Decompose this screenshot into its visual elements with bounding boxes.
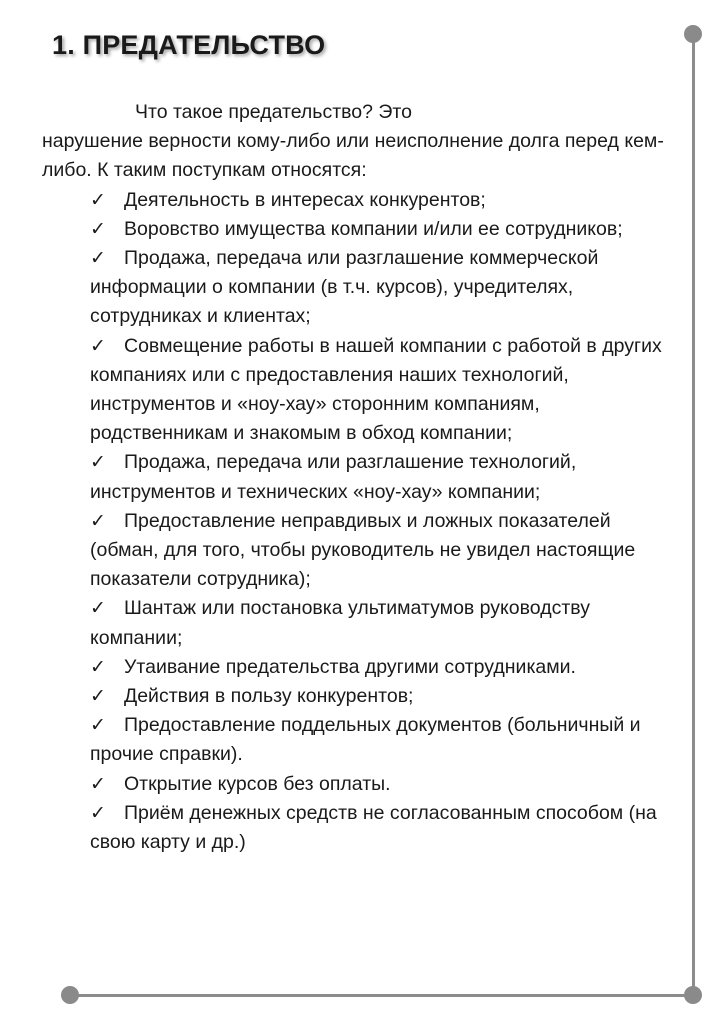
list-item: ✓ Предоставление поддельных документов (больничный и прочие справки).	[90, 711, 682, 769]
checkmark-icon: ✓	[90, 656, 106, 678]
checkmark-icon: ✓	[90, 248, 106, 270]
frame-dot-bottom-left	[61, 986, 79, 1004]
list-item: ✓ Продажа, передача или разглашение коммерческой информации о компании (в т.ч. курсов), учредителях, сотрудниках и клиентах;	[90, 244, 682, 332]
checkmark-icon: ✓	[90, 218, 106, 240]
checkmark-icon: ✓	[90, 598, 106, 620]
list-item: ✓ Шантаж или постановка ультиматумов руководству компании;	[90, 594, 682, 652]
list-item: ✓ Утаивание предательства другими сотрудниками.	[90, 653, 682, 682]
list-item: ✓ Воровство имущества компании и/или ее сотрудников;	[90, 215, 682, 244]
intro-line-1: Что такое предательство? Это	[135, 101, 412, 123]
checkmark-icon: ✓	[90, 686, 106, 708]
document-body	[42, 98, 682, 857]
frame-dot-top-right	[684, 25, 702, 43]
page-title: 1. ПРЕДАТЕЛЬСТВО	[52, 30, 326, 60]
frame-bottom-line	[70, 994, 692, 997]
checkmark-icon: ✓	[90, 335, 106, 357]
list-item: ✓ Деятельность в интересах конкурентов;	[90, 186, 682, 215]
frame-dot-bottom-right	[684, 986, 702, 1004]
list-item: ✓ Действия в пользу конкурентов;	[90, 682, 682, 711]
checkmark-icon: ✓	[90, 802, 106, 824]
checkmark-icon: ✓	[90, 189, 106, 211]
list-item: ✓ Приём денежных средств не согласованным способом (на свою карту и др.)	[90, 799, 682, 857]
intro-rest: нарушение верности кому-либо или неисполнение долга перед кем-либо. К таким поступкам относятся:	[42, 130, 664, 182]
checkmark-icon: ✓	[90, 773, 106, 795]
list-item: ✓ Предоставление неправдивых и ложных показателей (обман, для того, чтобы руководитель не увидел настоящие показатели сотрудника);	[90, 507, 682, 595]
list-item: ✓ Продажа, передача или разглашение технологий, инструментов и технических «ноу-хау» компании;	[90, 448, 682, 506]
frame-right-line	[692, 34, 695, 996]
list-item: ✓ Совмещение работы в нашей компании с работой в других компаниях или с предоставления наших технологий, инструментов и «ноу-хау» сторонним компаниям, родственникам и знакомым в обход компании;	[90, 332, 682, 449]
checkmark-icon: ✓	[90, 452, 106, 474]
intro-paragraph	[42, 98, 682, 186]
violations-list	[42, 186, 682, 858]
list-item: ✓ Открытие курсов без оплаты.	[90, 770, 682, 799]
checkmark-icon: ✓	[90, 510, 106, 532]
checkmark-icon: ✓	[90, 715, 106, 737]
